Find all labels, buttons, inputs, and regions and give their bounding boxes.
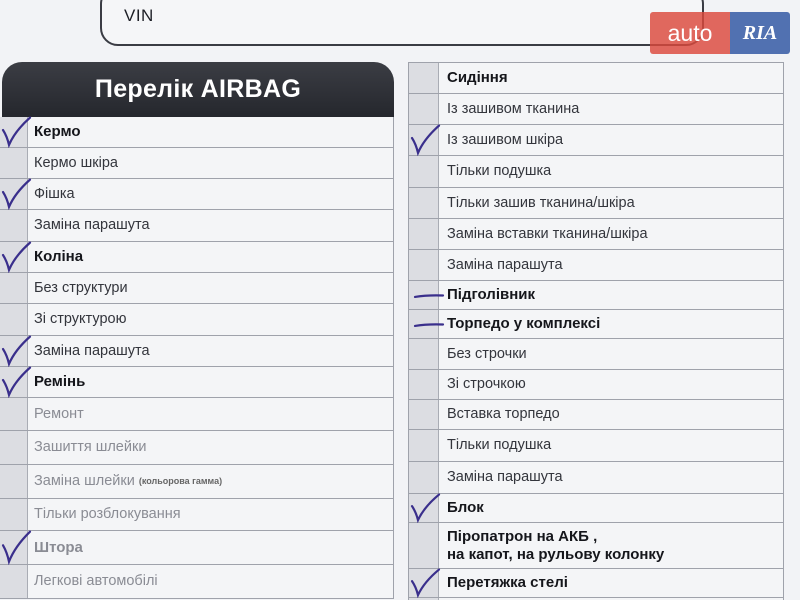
row-label: Заміна парашута — [34, 342, 150, 359]
left-row — [0, 304, 394, 336]
row-label-cell — [28, 242, 393, 272]
right-row — [408, 370, 784, 400]
row-label: Зі строчкою — [447, 376, 526, 393]
right-row — [408, 400, 784, 430]
row-label: Блок — [447, 499, 484, 517]
checkbox[interactable] — [409, 462, 439, 493]
vin-label: VIN — [124, 6, 154, 25]
row-label: Кермо шкіра — [34, 154, 118, 171]
row-label-cell — [439, 494, 783, 522]
checkbox[interactable] — [409, 339, 439, 369]
row-label-cell — [28, 465, 393, 498]
row-label: Легкові автомобілі — [34, 573, 158, 590]
row-label: Тільки подушка — [447, 163, 552, 180]
checkbox[interactable] — [0, 179, 28, 209]
row-label: Заміна парашута — [34, 217, 150, 234]
checkbox[interactable] — [0, 465, 28, 498]
checkbox[interactable] — [409, 250, 439, 280]
checkbox[interactable] — [0, 304, 28, 335]
row-label-cell — [28, 367, 393, 397]
row-label: Ремонт — [34, 405, 84, 422]
left-row — [0, 210, 394, 242]
row-label: Тільки розблокування — [34, 506, 181, 523]
row-label-cell — [439, 156, 783, 187]
row-label: Ремінь — [34, 373, 86, 391]
row-label-cell — [28, 431, 393, 464]
row-label: Без структури — [34, 279, 128, 296]
left-row — [0, 117, 394, 148]
right-row — [408, 62, 784, 94]
row-label: Заміна парашута — [447, 469, 563, 486]
left-row — [0, 273, 394, 304]
right-row — [408, 339, 784, 370]
right-row — [408, 569, 784, 598]
row-label-cell — [28, 179, 393, 209]
row-label-line2: на капот, на рульову колонку — [447, 545, 665, 563]
row-label: Піропатрон на АКБ , — [447, 528, 598, 546]
page-title: Перелік AIRBAG — [94, 75, 302, 103]
checkbox[interactable] — [409, 494, 439, 522]
row-label-cell — [439, 94, 783, 124]
watermark-ria: RIA — [730, 12, 790, 54]
row-label: Кермо — [34, 123, 81, 141]
row-label: Без строчки — [447, 345, 527, 362]
left-row — [0, 431, 394, 465]
row-label-cell — [28, 565, 393, 598]
left-row — [0, 565, 394, 599]
row-note: (кольорова гамма) — [138, 476, 223, 487]
checkbox[interactable] — [0, 531, 28, 564]
right-row — [408, 310, 784, 339]
right-row — [408, 430, 784, 462]
right-row — [408, 523, 784, 569]
left-row — [0, 398, 394, 431]
checkbox[interactable] — [0, 242, 28, 272]
row-label: Тільки зашив тканина/шкіра — [447, 194, 635, 211]
right-row — [408, 156, 784, 188]
autoria-watermark — [650, 12, 790, 54]
row-label: Заміна вставки тканина/шкіра — [447, 225, 648, 242]
row-label-cell — [28, 499, 393, 530]
checkbox[interactable] — [409, 125, 439, 155]
checkbox[interactable] — [409, 281, 439, 309]
checkbox[interactable] — [0, 367, 28, 397]
checkbox[interactable] — [409, 310, 439, 338]
checkbox[interactable] — [0, 210, 28, 241]
checkbox[interactable] — [0, 431, 28, 464]
row-label-cell — [28, 398, 393, 430]
row-label-cell — [28, 148, 393, 178]
row-label-cell — [439, 400, 783, 429]
checkbox[interactable] — [409, 63, 439, 93]
row-label-cell — [28, 273, 393, 303]
row-label-cell — [439, 339, 783, 369]
airbag-list-panel — [0, 62, 394, 600]
row-label-cell — [439, 219, 783, 249]
row-label: Заміна шлейки — [34, 473, 135, 490]
row-label-cell — [28, 336, 393, 366]
left-row — [0, 242, 394, 273]
left-row — [0, 148, 394, 179]
row-label: Вставка торпедо — [447, 406, 560, 423]
checkbox[interactable] — [409, 569, 439, 597]
checkbox[interactable] — [0, 499, 28, 530]
row-label-cell — [439, 523, 783, 568]
left-row — [0, 336, 394, 367]
left-row — [0, 531, 394, 565]
right-row — [408, 250, 784, 281]
row-label-cell — [439, 310, 783, 338]
row-label-cell — [439, 430, 783, 461]
right-row — [408, 494, 784, 523]
row-label-cell — [28, 304, 393, 335]
row-label: Тільки подушка — [447, 437, 552, 454]
watermark-auto: auto — [650, 12, 730, 54]
checkbox[interactable] — [409, 523, 439, 568]
row-label-cell — [439, 63, 783, 93]
row-label-cell — [439, 370, 783, 399]
row-label: Із зашивом шкіра — [447, 131, 564, 148]
checkbox[interactable] — [0, 148, 28, 178]
checkbox[interactable] — [409, 430, 439, 461]
checkbox[interactable] — [0, 398, 28, 430]
left-row — [0, 465, 394, 499]
row-label-cell — [439, 281, 783, 309]
checkbox[interactable] — [0, 117, 28, 147]
row-label-cell — [439, 462, 783, 493]
left-row — [0, 367, 394, 398]
right-row — [408, 281, 784, 310]
right-row — [408, 125, 784, 156]
left-checklist — [0, 117, 394, 599]
checkbox[interactable] — [0, 565, 28, 598]
row-label-cell — [28, 531, 393, 564]
vin-field[interactable] — [100, 0, 704, 46]
left-row — [0, 499, 394, 531]
checkbox[interactable] — [0, 273, 28, 303]
row-label-cell — [28, 210, 393, 241]
checkbox[interactable] — [409, 94, 439, 124]
checkbox[interactable] — [409, 188, 439, 218]
row-label: Штора — [34, 538, 83, 556]
right-row — [408, 94, 784, 125]
right-row — [408, 462, 784, 494]
checkbox[interactable] — [409, 219, 439, 249]
checkbox[interactable] — [409, 370, 439, 399]
row-label-cell — [28, 117, 393, 147]
right-row — [408, 219, 784, 250]
row-label: Коліна — [34, 248, 84, 266]
row-label: Перетяжка стелі — [447, 574, 568, 592]
row-label-cell — [439, 125, 783, 155]
checkbox[interactable] — [0, 336, 28, 366]
row-label: Заміна парашута — [447, 256, 563, 273]
right-checklist — [408, 62, 784, 600]
panel-header — [2, 62, 394, 117]
checkbox[interactable] — [409, 156, 439, 187]
row-label: Із зашивом тканина — [447, 100, 580, 117]
right-row — [408, 188, 784, 219]
row-label-cell — [439, 250, 783, 280]
row-label-cell — [439, 569, 783, 597]
row-label: Сидіння — [447, 69, 508, 87]
row-label: Фішка — [34, 185, 75, 202]
row-label-cell — [439, 188, 783, 218]
row-label: Торпедо у комплексі — [447, 315, 601, 333]
left-row — [0, 179, 394, 210]
row-label: Зі структурою — [34, 311, 127, 328]
row-label: Зашиття шлейки — [34, 439, 147, 456]
row-label: Підголівник — [447, 286, 536, 304]
checkbox[interactable] — [409, 400, 439, 429]
